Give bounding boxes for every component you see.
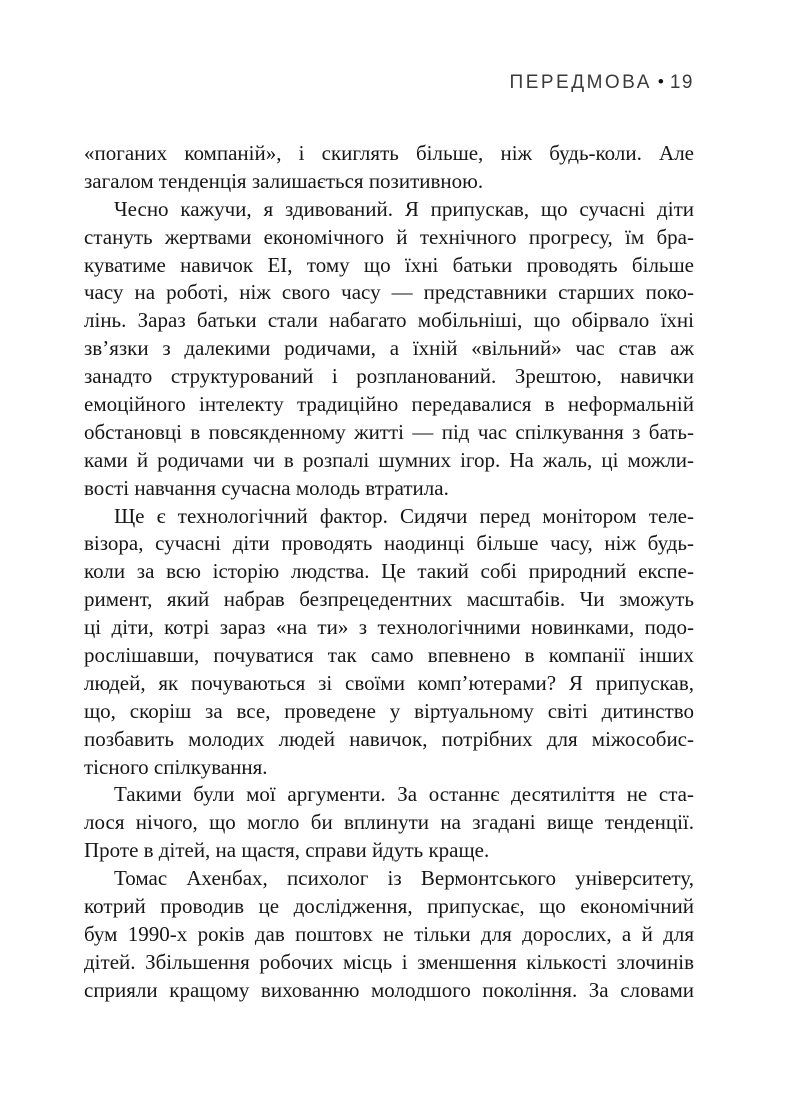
text-line: Чесно кажучи, я здивований. Я припускав, що сучасні діти bbox=[114, 196, 694, 221]
text-line: котрий проводив це дослідження, припускає, що економічний bbox=[84, 894, 694, 919]
page-number: 19 bbox=[669, 72, 694, 93]
text-line: Проте в дітей, на щастя, справи йдуть краще. bbox=[84, 838, 490, 863]
text-line: ці діти, котрі зараз «на ти» з технологічними новинками, подо- bbox=[84, 615, 694, 640]
text-line: тісного спілкування. bbox=[84, 754, 268, 779]
section-title: ПЕРЕДМОВА bbox=[509, 72, 652, 93]
text-line: занадто структурований і розпланований. Зрештою, навички bbox=[84, 364, 694, 389]
text-line: лося нічого, що могло би вплинути на згадані вище тенденції. bbox=[84, 810, 694, 835]
text-line: римент, який набрав безпрецедентних масштабів. Чи зможуть bbox=[84, 587, 694, 612]
text-line: обстановці в повсякденному житті — під час спілкування з бать- bbox=[84, 419, 694, 444]
text-line: коли за всю історію людства. Це такий собі природний експе- bbox=[84, 559, 694, 584]
text-line: дітей. Збільшення робочих місць і зменшення кількості злочинів bbox=[84, 949, 694, 974]
page-body-text bbox=[84, 140, 694, 1005]
text-line: лінь. Зараз батьки стали набагато мобільніші, що обірвало їхні bbox=[84, 308, 694, 333]
text-line: «поганих компаній», і скиглять більше, ніж будь-коли. Але bbox=[84, 141, 694, 165]
text-line: зв’язки з далекими родичами, а їхній «вільний» час став аж bbox=[84, 336, 694, 361]
text-line: загалом тенденція залишається позитивною. bbox=[84, 168, 484, 193]
text-line: рослішавши, почуватися так само впевнено в компанії інших bbox=[84, 643, 694, 668]
running-header bbox=[510, 72, 694, 94]
text-line: ками й родичами чи в розпалі шумних ігор. На жаль, ці можли- bbox=[84, 447, 694, 472]
text-line: часу на роботі, ніж свого часу — представники старших поко- bbox=[84, 280, 694, 305]
text-line: Ще є технологічний фактор. Сидячи перед монітором теле- bbox=[114, 503, 694, 528]
text-line: позбавить молодих людей навичок, потрібних для міжособис- bbox=[84, 726, 694, 751]
text-line: емоційного інтелекту традиційно передавалися в неформальній bbox=[84, 392, 694, 417]
text-line: людей, як почуваються зі своїми комп’ютерами? Я припускав, bbox=[84, 670, 694, 695]
text-line: що, скоріш за все, проведене у віртуальному світі дитинство bbox=[84, 698, 694, 723]
text-line: бум 1990-х років дав поштовх не тільки для дорослих, а й для bbox=[84, 921, 694, 946]
text-line: вості навчання сучасна молодь втратила. bbox=[84, 475, 449, 500]
text-line: куватиме навичок ЕІ, тому що їхні батьки проводять більше bbox=[84, 252, 694, 277]
text-line: стануть жертвами економічного й технічного прогресу, їм бра- bbox=[84, 224, 694, 249]
text-line: Такими були мої аргументи. За останнє десятиліття не ста- bbox=[114, 782, 694, 807]
header-bullet-separator: • bbox=[657, 72, 664, 91]
text-line: візора, сучасні діти проводять наодинці більше часу, ніж будь- bbox=[84, 531, 694, 556]
text-line: сприяли кращому вихованню молодшого покоління. За словами bbox=[84, 977, 694, 1002]
text-line: Томас Ахенбах, психолог із Вермонтського університету, bbox=[114, 866, 694, 891]
